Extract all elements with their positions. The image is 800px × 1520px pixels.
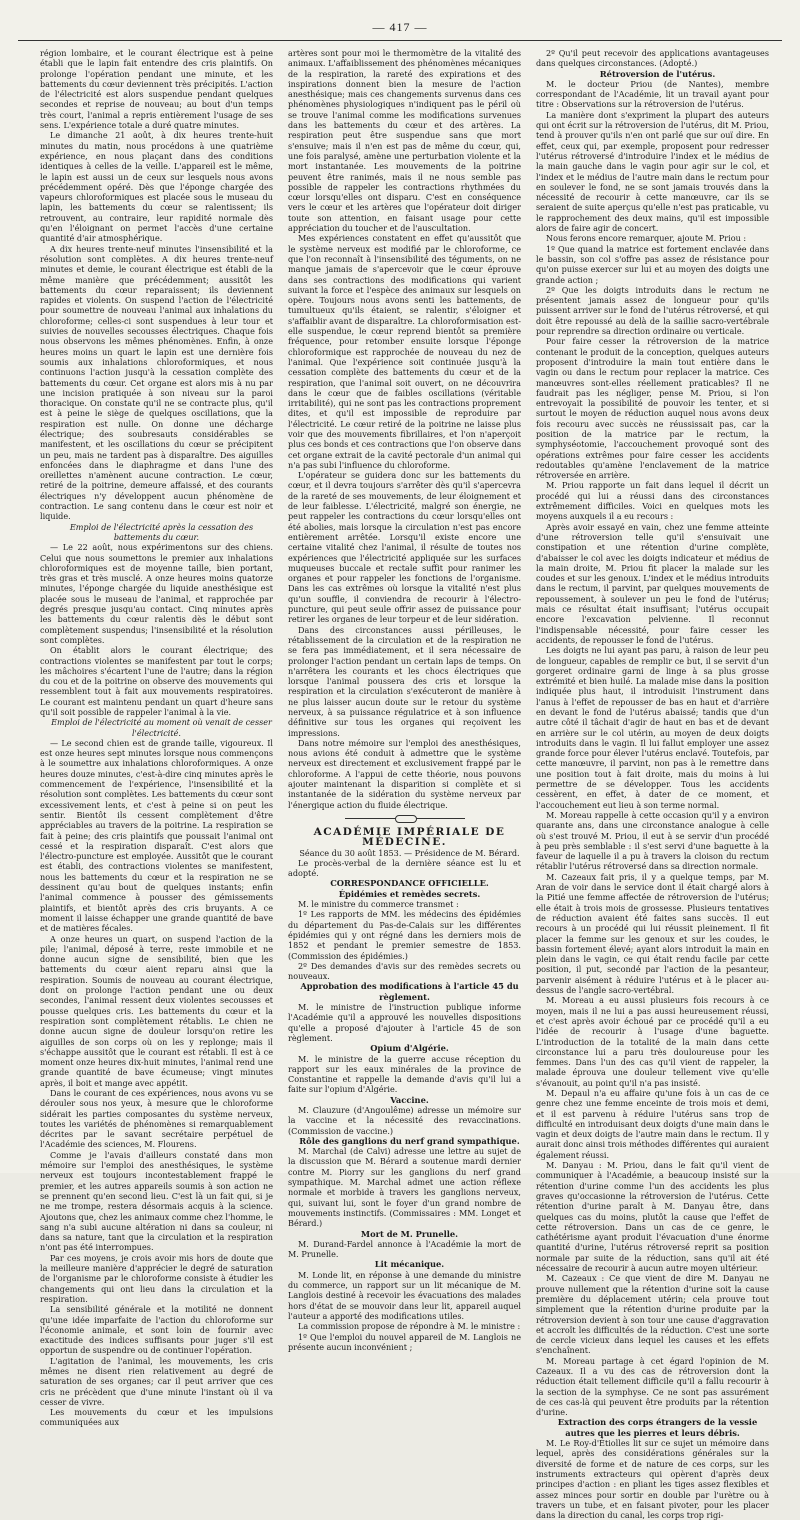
header-rule [18,40,782,41]
section-heading: Approbation des modifications à l'article 45 du règlement. [300,981,519,1002]
section-subtitle: Emploi de l'électricité après la cessation des battements du cœur. [69,521,254,542]
paragraph: A onze heures un quart, on suspend l'action de la pile; l'animal, déposé à terre, reste immobile et ne donne aucun signe de sensibilité, bien que les battements du cœur aient reparu ainsi que la respiration. Soumis de nouveau au courant électrique, dont on prolonge l'action pendant une ou deux secondes, l'animal ressent deux violentes secousses et pousse quelques cris. Les battements du cœur et la respiration sont complètement rétablis. Le chien ne donne aucun signe de douleur lorsqu'on retire les aiguilles de son corps où on les y replonge; mais il s'échappe aussitôt que le courant est rétabli. Il est à ce moment onze heures dix-huit minutes, l'animal rend une grande quantité de bave écumeuse; vingt minutes après, il boit et mange avec appétit. [40,933,273,1088]
section-heading: Vaccine. [390,1094,429,1105]
paragraph: Mes expériences constatent en effet qu'aussitôt que le système nerveux est modifié par le chloroforme, ce que l'on reconnaît à l'insensibilité des téguments, on ne manque jamais de s'apercevoir que le cœur éprouve dans ses contractions des modifications qui varient suivant la force et l'espèce des animaux sur lesquels on opère. Toujours nous avons senti les battements, de tumultueux qu'ils étaient, se ralentir, s'éloigner et s'affaiblir avant de disparaître. La chloroformisation est-elle suspendue, le cœur reprend bientôt sa première fréquence, pour retomber ensuite lorsque l'éponge chloroformique est rapprochée de nouveau du nez de l'animal. Que l'expérience soit continuée jusqu'à la cessation complète des battements du cœur et de la respiration, que l'animal soit ouvert, on ne découvrira dans le cœur que de faibles oscillations (véritable irritabilité), qui ne sont pas les contractions proprement dites, et qu'il est impossible de reproduire par l'électricité. Le cœur retiré de la poitrine ne laisse plus voir que des mouvements fibrillaires, et l'on n'aperçoit plus ces bonds et ces contractions que l'on observe dans cet organe extrait de la cavité pectorale d'un animal qui n'a pas subi l'influence du chloroforme. [288,233,521,470]
page-number: — 417 — [372,20,428,34]
paragraph: A dix heures trente-neuf minutes l'insensibilité et la résolution sont complètes. A dix heures trente-neuf minutes et demie, le courant électrique est établi de la même manière que précédemment; aussitôt les battements du cœur reparaissent; ils deviennent rapides et violents. On suspend l'action de l'électricité pour soumettre de nouveau l'animal aux inhalations du chloroforme; celles-ci sont suspendues à leur tour et suivies de nouvelles secousses électriques. Chaque fois nous observons les mêmes phénomènes. Enfin, à onze heures moins un quart le lapin est une dernière fois soumis aux inhalations chloroformiques, et nous continuons l'action jusqu'à la cessation complète des battements du cœur. Cet organe est alors mis à nu par une incision pratiquée à son niveau sur la paroi thoracique. On constate qu'il ne se contracte plus, qu'il est à peine le siège de quelques oscillations, que la respiration est nulle. On donne une décharge électrique; des soubresauts considérables se manifestent, et les oscillations du cœur se précipitent un peu, mais ne tardent pas à disparaître. Des aiguilles enfoncées dans le diaphragme et dans l'une des oreillettes n'amènent aucune contraction. Le cœur, retiré de la poitrine, demeure affaissé, et des courants électriques n'y développent aucun phénomène de contraction. Le sang contenu dans le cœur est noir et liquide. [40,243,273,522]
paragraph: Dans des circonstances aussi périlleuses, le rétablissement de la circulation et de la respiration ne se fera pas immédiatement, et il sera nécessaire de prolonger l'action pendant un certain laps de temps. On n'arrêtera les courants et les chocs électriques que lorsque l'animal poussera des cris et lorsque la respiration et la circulation s'exécuteront de manière à ne plus laisser aucun doute sur le retour du système nerveux, à sa puissance régulatrice et à son influence définitive sur tous les organes qui reçoivent les impressions. [288,624,521,738]
paragraph: 1º Les rapports de MM. les médecins des épidémies du département du Pas-de-Calais sur les différentes épidémies qui y ont régné dans les derniers mois de 1852 et pendant le premier semestre de 1853. (Commission des épidémies.) [288,909,521,961]
paragraph: Comme je l'avais d'ailleurs constaté dans mon mémoire sur l'emploi des anesthésiques, le système nerveux est toujours incontestablement frappé le premier, et les autres appareils soumis à son action ne se prennent qu'en second lieu. C'est là un fait qui, si je ne me trompe, restera désormais acquis à la science. Ajoutons que, chez les animaux comme chez l'homme, le sang n'a subi aucune altération ni dans sa couleur, ni dans sa nature, tant que la circulation et la respiration n'ont pas été interrompues. [40,1149,273,1253]
paragraph: M. Cazeaux : Ce que vient de dire M. Danyau ne prouve nullement que la rétention d'urine soit la cause première du déplacement utérin; cela prouve tout simplement que la rétention d'urine produite par la rétroversion devient à son tour une cause d'aggravation et accroît les difficultés de la réduction. C'est une sorte de cercle vicieux dans lequel les causes et les effets s'enchaînent. [536,1273,769,1356]
paragraph: L'opérateur se guidera donc sur les battements du cœur, et il devra toujours s'arrêter dès qu'il s'apercevra de la rareté de ses mouvements, de leur éloignement et de leur faiblesse. L'électricité, malgré son énergie, ne peut rappeler les contractions du cœur lorsqu'elles ont été abolies, mais lorsque la circulation n'est pas encore entièrement arrêtée. Lorsqu'il existe encore une certaine vitalité chez l'animal, il résulte de toutes nos expériences que l'électricité appliquée sur les surfaces muqueuses buccale et rectale suffit pour ranimer les organes et pour rappeler les fonctions de l'organisme. Dans les cas extrêmes où lorsque la vitalité n'est plus qu'un souffle, il conviendra de recourir à l'électro-puncture, qui peut seule offrir assez de puissance pour retirer les organes de leur torpeur et de leur sidération. [288,470,521,625]
paragraph: La manière dont s'expriment la plupart des auteurs qui ont écrit sur la rétroversion de l'utérus, dit M. Priou, tend à prouver qu'ils n'en ont parlé que sur ouï dire. En effet, ceux qui, par exemple, proposent pour redresser l'utérus rétroversé d'introduire l'index et le médius de la main gauche dans le vagin pour agir sur le col, et l'index et le médius de l'autre main dans le rectum pour en soulever le fond, ne se sont jamais trouvés dans la nécessité de recourir à cette manœuvre, car ils se seraient de suite aperçus qu'elle n'est pas praticable, vu le rapprochement des deux mains, qu'il est impossible alors de faire agir de concert. [536,109,769,234]
column-1 [40,48,273,1428]
section-heading: Opium d'Algérie. [370,1043,449,1054]
section-heading: Extraction des corps étrangers de la vessie autres que les pierres et leurs débris. [557,1417,758,1438]
paragraph: 2º Des demandes d'avis sur des remèdes secrets ou nouveaux. [288,960,521,982]
paragraph: M. Depaul n'a eu affaire qu'une fois à un cas de ce genre chez une femme enceinte de trois mois et demi, et il est parvenu à réduire l'utérus sans trop de difficulté en introduisant deux doigts d'une main dans le vagin et deux doigts de l'autre main dans le rectum. Il y aurait donc ainsi trois méthodes différentes qui auraient également réussi. [536,1087,769,1160]
paragraph: Par ces moyens, je crois avoir mis hors de doute que la meilleure manière d'apprécier le degré de saturation de l'organisme par le chloroforme consiste à étudier les changements qui ont lieu dans la circulation et la respiration. [40,1252,273,1304]
paragraph: 2º Qu'il peut recevoir des applications avantageuses dans quelques circonstances. (Adopté.) [536,48,769,69]
session-line: Séance du 30 août 1853. — Présidence de M. Bérard. [299,847,520,858]
paragraph: — Le second chien est de grande taille, vigoureux. Il est onze heures sept minutes lorsque nous commençons à le soumettre aux inhalations chloroformiques. A onze heures douze minutes, c'est-à-dire cinq minutes après le commencement de l'expérience, l'insensibilité et la résolution sont complètes. Les battements du cœur sont excessivement lents, et c'est à peine si on peut les sentir. Bientôt ils cessent complètement d'être appréciables au travers de la poitrine. La respiration se fait à peine; des cris plaintifs que poussait l'animal ont cessé et la respiration disparaît. C'est alors que l'électro-puncture est employée. Aussitôt que le courant est établi, des contractions violentes se manifestent, nous les battements du cœur et la respiration ne se dessinent qu'au bout de quelques instants; enfin l'animal commence à pousser des gémissements plaintifs, et bientôt après des cris bruyants. A ce moment il laisse échapper une grande quantité de bave et de matières fécales. [40,737,273,934]
paragraph: Dans notre mémoire sur l'emploi des anesthésiques, nous avions été conduit à admettre que le système nerveux est directement et exclusivement frappé par le chloroforme. A l'appui de cette théorie, nous pouvons ajouter maintenant la disparition si complète et si instantanée de la sidération du système nerveux par l'énergique action du fluide électrique. [288,737,521,810]
section-heading: Rétroversion de l'utérus. [599,68,716,79]
column-3 [536,48,769,1520]
paragraph: région lombaire, et le courant électrique est à peine établi que le lapin fait entendre des cris plaintifs. On prolonge l'opération pendant une minute, et les battements du cœur deviennent très précipités. L'action de l'électricité est alors suspendue pendant quelques secondes et reprise de nouveau; au bout d'un temps très court, l'animal a repris entièrement l'usage de ses sens. L'expérience totale a duré quatre minutes. [40,48,273,131]
paragraph: Les mouvements du cœur et les impulsions communiquées aux [40,1407,273,1428]
paragraph: M. le docteur Priou (de Nantes), membre correspondant de l'Académie, lit un travail ayant pour titre : Observations sur la rétroversion de l'utérus. [536,78,769,110]
paragraph: 1º Que quand la matrice est fortement enclavée dans le bassin, son col s'offre pas assez de résistance pour qu'on puisse exercer sur lui et au moyen des doigts une grande action ; [536,243,769,285]
section-heading: Mort de M. Prunelle. [360,1228,459,1239]
paragraph: Après avoir essayé en vain, chez une femme atteinte d'une rétroversion telle qu'il s'ensuivait une constipation et une rétention d'urine complète, d'abaisser le col avec les doigts indicateur et médius de la main droite, M. Priou fit placer la malade sur les coudes et sur les genoux. L'index et le médius introduits dans le rectum, il parvint, par quelques mouvements de repoussement, à soulever un peu le fond de l'utérus; mais ce résultat était insuffisant; l'utérus occupait encore l'excavation pelvienne. Il reconnut l'indispensable nécessité, pour faire cesser les accidents, de repousser le fond de l'utérus. [536,521,769,645]
paragraph: M. Priou rapporte un fait dans lequel il décrit un procédé qui lui a réussi dans des circonstances extrêmement difficiles. Voici en quelques mots les moyens auxquels il a eu recours : [536,480,769,522]
paragraph: artères sont pour moi le thermomètre de la vitalité des animaux. L'affaiblissement des phénomènes mécaniques de la respiration, la rareté des expirations et des inspirations donnent bien la mesure de l'action anesthésique; mais ces changements survenus dans ces phénomènes physiologiques n'indiquent pas le péril où se trouve l'animal comme les modifications survenues dans les battements du cœur et des artères. La respiration peut être suspendue sans que mort s'ensuive; mais il n'en est pas de même du cœur, qui, une fois paralysé, amène une perturbation violente et la mort instantanée. Les mouvements de la poitrine peuvent être ranimés, mais il ne nous semble pas possible de rappeler les contractions rhythmées du cœur lorsqu'elles ont disparu. C'est en conséquence vers le cœur et les artères que l'opérateur doit diriger toute son attention, en faisant usage pour cette appréciation du toucher et de l'auscultation. [288,48,521,234]
paragraph: Pour faire cesser la rétroversion de la matrice contenant le produit de la conception, quelques auteurs proposent d'introduire la main tout entière dans le vagin ou dans le rectum pour replacer la matrice. Ces manœuvres sont-elles réellement praticables? Il ne faudrait pas les négliger, pense M. Priou, si l'on entrevoyait la possibilité de pouvoir les tenter, et si surtout le moyen de réduction auquel nous avons deux fois recouru avec succès ne réussissait pas, car la position de la matrice par le rectum, la symphyséotomie, l'accouchement provoqué sont des opérations extrêmes pour faire cesser les accidents redoutables qu'amène l'enclavement de la matrice rétroversée en arrière. [536,336,769,481]
section-heading: CORRESPONDANCE OFFICIELLE. [330,878,489,889]
paragraph: Le dimanche 21 août, à dix heures trente-huit minutes du matin, nous procédons à une quatrième expérience, en nous plaçant dans des conditions identiques à celles de la veille. L'appareil est le même, le lapin est aussi un de ceux sur lesquels nous avons précédemment opéré. Dès que l'éponge chargée des vapeurs chloroformiques est placée sous le museau du lapin, les battements du cœur se ralentissent; ils retrouvent, au contraire, leur rapidité normale dès qu'en l'éloignant on permet l'accès d'une certaine quantité d'air atmosphérique. [40,130,273,244]
paragraph: Nous ferons encore remarquer, ajoute M. Priou : [546,233,747,244]
paragraph: On établit alors le courant électrique; des contractions violentes se manifestent par tout le corps; les mâchoires s'écartent l'une de l'autre; dans la région du cou et de la poitrine on observe des mouvements qui ressemblent tout à fait aux mouvements respiratoires. Le courant est maintenu pendant un quart d'heure sans qu'il soit possible de rappeler l'animal à la vie. [40,645,273,717]
paragraph: M. le ministre de l'instruction publique informe l'Académie qu'il a approuvé les nouvelles dispositions qu'elle a proposé d'ajouter à l'article 45 de son règlement. [288,1002,521,1043]
paragraph: Les doigts ne lui ayant pas paru, à raison de leur peu de longueur, capables de remplir ce but, il se servit d'un gorgeret ordinaire garni de linge à sa plus grosse extrémité et bien huilé. La malade mise dans la position indiquée plus haut, il introduisit l'instrument dans l'anus à l'effet de repousser de bas en haut et d'arrière en devant le fond de l'utérus abaissé; tandis que d'un autre côté il tâchait d'agir de haut en bas et de devant en arrière sur le col utérin, au moyen de deux doigts introduits dans le vagin. Il lui fallut employer une assez grande force pour élever l'utérus enclavé. Toutefois, par cette manœuvre, il parvint, non pas à le remettre dans une position tout à fait droite, mais du moins à lui permettre de se développer. Tous les accidents cessèrent, en effet, à dater de ce moment, et l'accouchement eut lieu à son terme normal. [536,645,769,810]
paragraph: M. Marchal (de Calvi) adresse une lettre au sujet de la discussion que M. Bérard a soutenue mardi dernier contre M. Piorry sur les ganglions du nerf grand sympathique. M. Marchal admet une action réflexe normale et morbide à travers les ganglions nerveux, qui, suivant lui, sont le foyer d'un grand nombre de mouvements instinctifs. (Commissaires : MM. Longet et Bérard.) [288,1146,521,1229]
section-title: ACADÉMIE IMPÉRIALE DE MÉDECINE. [313,825,506,849]
paragraph: La sensibilité générale et la motilité ne donnent qu'une idée imparfaite de l'action du chloroforme sur l'économie animale, et sont loin de fournir avec exactitude des indices suffisants pour juger s'il est opportun de suspendre ou de continuer l'opération. [40,1304,273,1356]
paragraph: La commission propose de répondre à M. le ministre : [298,1321,521,1332]
column-2 [288,48,521,1352]
paragraph: M. Durand-Fardel annonce à l'Académie la mort de M. Prunelle. [288,1238,521,1260]
paragraph: Le procès-verbal de la dernière séance est lu et adopté. [288,857,521,879]
section-heading: Lit mécanique. [374,1259,445,1270]
section-heading: Épidémies et remèdes secrets. [338,888,481,899]
paragraph: L'agitation de l'animal, les mouvements, les cris mêmes ne disent rien relativement au degré de saturation de ses organes; car il peut arriver que ces cris ne précèdent que d'une minute l'instant où il va cesser de vivre. [40,1355,273,1407]
paragraph: M. Moreau partage à cet égard l'opinion de M. Cazeaux. Il a vu des cas de rétroversion dont la réduction était tellement difficile qu'il a fallu recourir à la section de la symphyse. Ce ne sont pas assurément de ces cas-là qui peuvent être produits par la rétention d'urine. [536,1355,769,1418]
paragraph: Dans le courant de ces expériences, nous avons vu se dérouler sous nos yeux, à mesure que le chloroforme sidérait les parties composantes du système nerveux, toutes les variétés de phénomènes si remarquablement décrites par le savant secrétaire perpétuel de l'Académie des sciences, M. Flourens. [40,1087,273,1150]
ornament-divider [345,815,465,823]
paragraph: — Le 22 août, nous expérimentons sur des chiens. Celui que nous soumettons le premier aux inhalations chloroformiques est de moyenne taille, bien portant, très gras et très musclé. A onze heures moins quatorze minutes, l'éponge chargée du liquide anesthésique est placée sous le museau de l'animal, et rapprochée par degrés presque jusqu'au contact. Cinq minutes après les battements du cœur ralentis dès le début sont complètement suspendus; l'insensibilité et la résolution sont complètes. [40,542,273,645]
paragraph: M. Danyau : M. Priou, dans le fait qu'il vient de communiquer à l'Académie, a beaucoup insisté sur la rétention d'urine comme l'un des accidents les plus graves qu'occasionne la rétroversion de l'utérus. Cette rétention d'urine paraît à M. Danyau être, dans quelques cas du moins, plutôt la cause que l'effet de cette rétroversion. Dans un cas de ce genre, le cathétérisme ayant produit l'évacuation d'une énorme quantité d'urine, l'utérus rétroversé reprit sa position normale par suite de la réduction, sans qu'il ait été nécessaire de recourir à aucun autre moyen ultérieur. [536,1160,769,1274]
section-heading: Rôle des ganglions du nerf grand sympathique. [299,1135,520,1146]
paragraph: M. Cazeaux fait pris, il y a quelque temps, par M. Aran de voir dans le service dont il était chargé alors à la Pitié une femme affectée de rétroversion de l'utérus; elle était à trois mois de grossesse. Plusieurs tentatives de réduction avaient été faites sans succès. Il eut recours à un procédé qui lui réussit pleinement. Il fit placer la femme sur les genoux et sur les coudes, le bassin fortement élevé; ayant alors introduit la main en plein dans le vagin, ce qui était rendu facile par cette position, il put, secondé par l'action de la pesanteur, parvenir aisément à réduire l'utérus et à le placer au-dessus de l'angle sacro-vertébral. [536,871,769,996]
paragraph: M. le ministre de la guerre accuse réception du rapport sur les eaux minérales de la province de Constantine et rappelle la demande d'avis qu'il lui a faite sur l'opium d'Algérie. [288,1053,521,1095]
paragraph: 2º Que les doigts introduits dans le rectum ne présentent jamais assez de longueur pour qu'ils puissent arriver sur le fond de l'utérus rétroversé, et qui doit être repoussé au delà de la saillie sacro-vertébrale pour reprendre sa direction ordinaire ou verticale. [536,284,769,337]
paragraph: M. Moreau rappelle à cette occasion qu'il y a environ quarante ans, dans une circonstance analogue à celle où s'est trouvé M. Priou, il eut à se servir d'un procédé à peu près semblable : il s'est servi d'une baguette à la faveur de laquelle il a pu à travers la cloison du rectum rétablir l'utérus rétroversé dans sa direction normale. [536,809,769,872]
paragraph: M. le ministre du commerce transmet : [298,899,459,910]
paragraph: 1º Que l'emploi du nouvel appareil de M. Langlois ne présente aucun inconvénient ; [288,1331,521,1352]
paragraph: M. Londe lit, en réponse à une demande du ministre du commerce, un rapport sur un lit mécanique de M. Langlois destiné à recevoir les évacuations des malades hors d'état de se mouvoir dans leur lit, appareil auquel l'auteur a apporté des modifications utiles. [288,1269,521,1321]
paragraph: M. Clauzure (d'Angoulême) adresse un mémoire sur la vaccine et la nécessité des revaccinations. (Commission de vaccine.) [288,1104,521,1136]
paragraph: M. Le Roy-d'Étiolles lit sur ce sujet un mémoire dans lequel, après des considérations générales sur la diversité de forme et de nature de ces corps, sur les instruments extracteurs qui opèrent d'après deux principes d'action : en pliant les tiges assez flexibles et assez minces pour sortir en double par l'urètre ou à travers un tube, et en faisant pivoter, pour les placer dans la direction du canal, les corps trop rigi- [536,1438,769,1520]
paragraph: M. Moreau a eu aussi plusieurs fois recours à ce moyen, mais il ne lui a pas aussi heureusement réussi, et c'est après avoir échoué par ce procédé qu'il a eu l'idée de recourir à l'usage d'une baguette. L'introduction de la totalité de la main dans cette circonstance lui a paru très douloureuse pour les femmes. Dans l'un des cas qu'il vient de rappeler, la malade éprouva une douleur tellement vive qu'elle s'évanouit, au point qu'il n'a pas insisté. [536,995,769,1088]
section-subtitle: Emploi de l'électricité au moment où venait de cesser l'électricité. [51,717,272,738]
